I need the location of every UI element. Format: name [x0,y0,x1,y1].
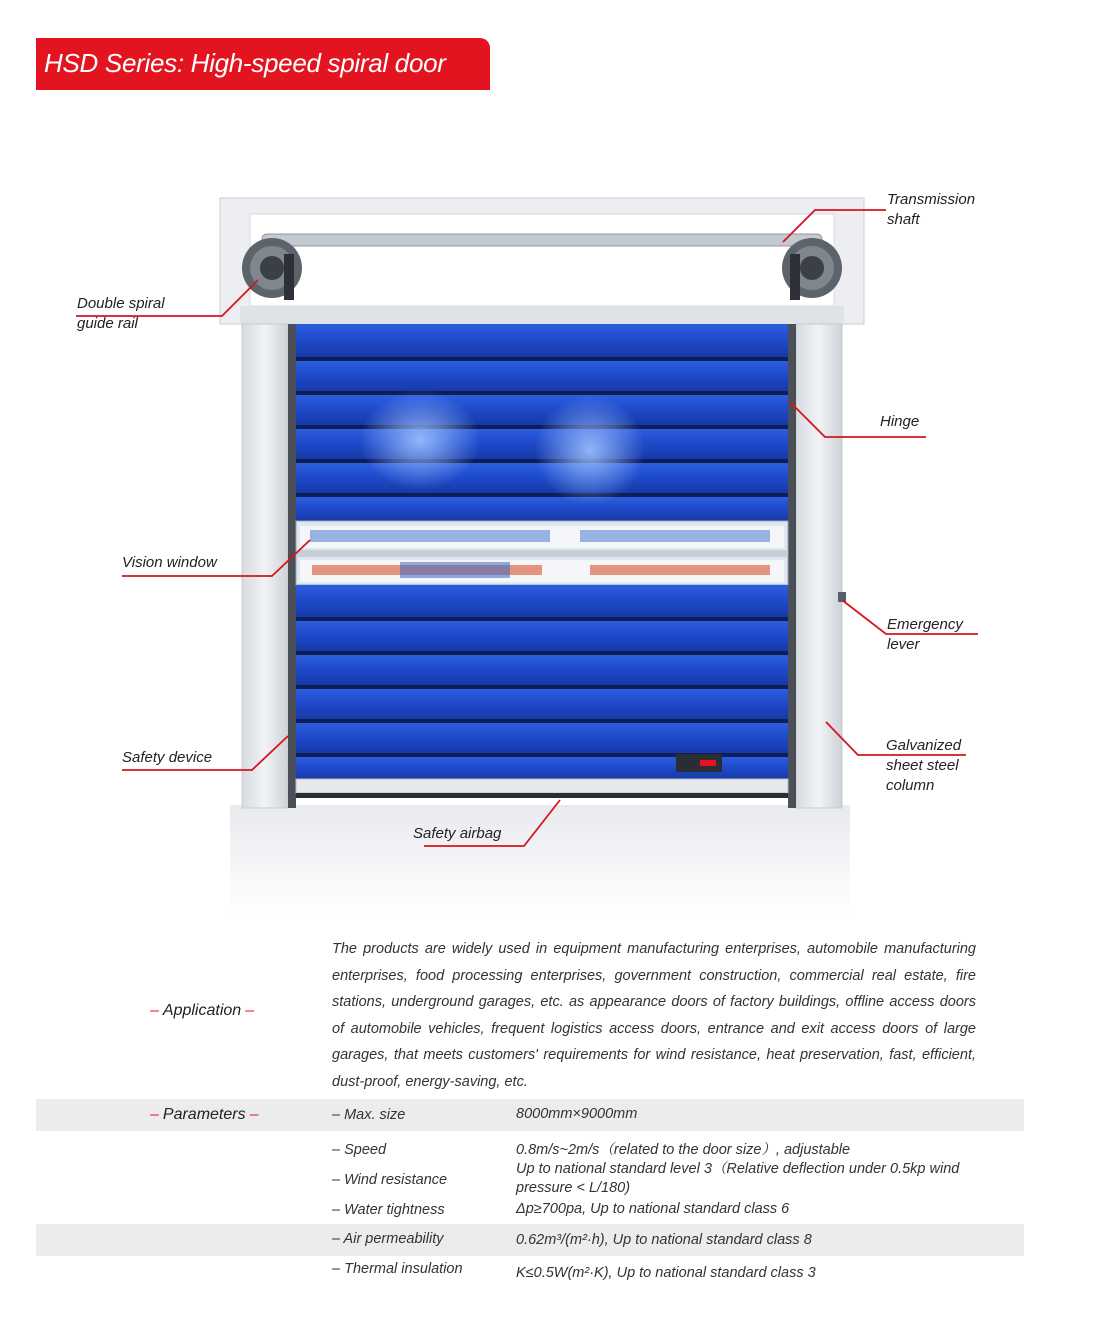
callout-safety-airbag: Safety airbag [413,825,502,842]
safety-airbag [296,793,788,798]
callout-emergency-lever: Emergency lever [887,616,963,653]
callout-galvanized-column: Galvanized sheet steel column [886,737,962,794]
callout-vision-window: Vision window [122,554,217,571]
callout-hinge: Hinge [880,413,920,430]
param-value-water-tightness: Δp≥700pa, Up to national standard class 6 [516,1201,790,1217]
param-value-air-permeability: 0.62m³/(m²·h), Up to national standard class 8 [516,1232,812,1248]
param-value-wind-resistance: Up to national standard level 3（Relative deflection under 0.5kp wind pressure < L/180) [516,1161,960,1196]
param-name-speed: – Speed [332,1142,387,1158]
transmission-shaft [262,234,822,246]
bottom-bar [296,779,788,793]
page-title: HSD Series: High-speed spiral door [44,48,446,78]
right-column [796,324,842,808]
vision-window [296,521,788,585]
parameters-heading: – Parameters – [150,1106,259,1123]
floor-reflection [230,805,850,915]
callout-safety-device: Safety device [122,749,213,766]
param-name-water-tightness: – Water tightness [332,1202,445,1218]
left-column [242,324,288,808]
param-value-thermal-insulation: K≤0.5W(m²·K), Up to national standard class 3 [516,1265,816,1281]
param-name-thermal-insulation: – Thermal insulation [332,1261,463,1277]
lower-slats [296,585,788,779]
param-name-wind-resistance: – Wind resistance [332,1172,448,1188]
callout-double-spiral-guide-rail: Double spiral guide rail [77,295,165,332]
application-text: The products are widely used in equipment manufacturing enterprises, automobile manufacturing enterprises, food processing enterprises, government construction, commercial real estate, fire stations, underground garages, etc. as appearance doors of factory buildings, offline access doors of automobile vehicles, frequent logistics access doors, entrance and exit access doors of large garages, that meets customers' requirements for wind resistance, heat preservation, fast, efficient, dust-proof, energy-saving, etc. [332,941,976,1090]
param-name-air-permeability: – Air permeability [332,1231,444,1247]
param-value-max-size: 8000mm×9000mm [516,1106,638,1122]
param-name-max-size: – Max. size [332,1107,406,1123]
callout-transmission-shaft: Transmission shaft [887,191,976,228]
param-value-speed: 0.8m/s~2m/s（related to the door size）, adjustable [516,1142,851,1158]
application-heading: – Application – [150,1002,255,1019]
